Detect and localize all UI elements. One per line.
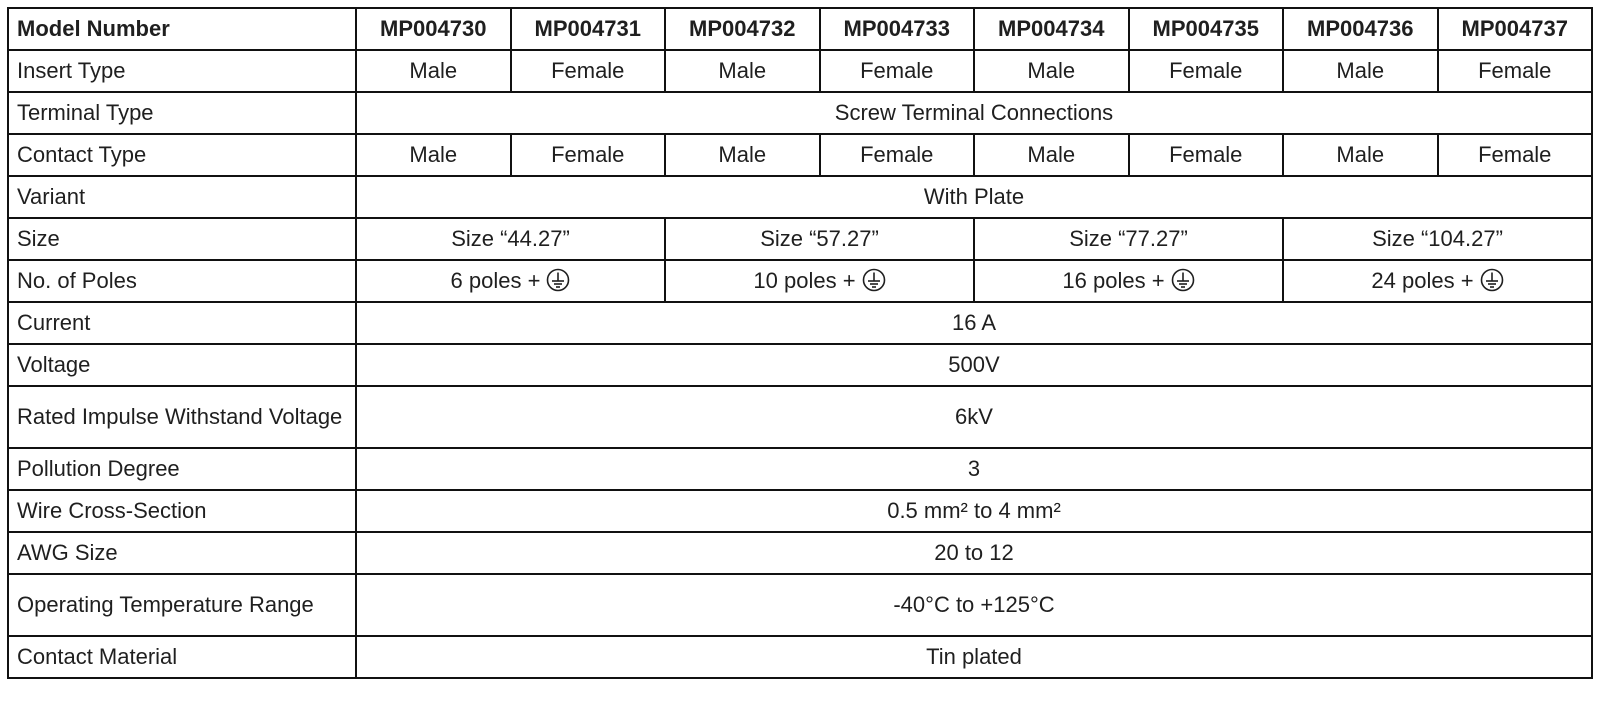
voltage-row [8,344,1592,386]
model-number: MP004736 [1283,8,1438,50]
size-value: Size “44.27” [356,218,665,260]
contact-type-value: Male [356,134,511,176]
model-number: MP004737 [1438,8,1593,50]
contact-type-value: Female [1438,134,1593,176]
row-label: No. of Poles [8,260,356,302]
row-label: Size [8,218,356,260]
contact-type-value: Female [820,134,975,176]
row-label: Contact Material [8,636,356,678]
wire-value: 0.5 mm² to 4 mm² [356,490,1592,532]
ground-symbol-icon [1171,268,1195,292]
model-number: MP004730 [356,8,511,50]
material-row [8,636,1592,678]
size-value: Size “104.27” [1283,218,1592,260]
insert-type-value: Female [820,50,975,92]
poles-value [974,260,1283,302]
poles-value [1283,260,1592,302]
voltage-value: 500V [356,344,1592,386]
header-row [8,8,1592,50]
poles-text: 10 poles + [753,267,856,293]
insert-type-row [8,50,1592,92]
poles-value [665,260,974,302]
row-label: Variant [8,176,356,218]
ground-symbol-icon [1480,268,1504,292]
row-label: Rated Impulse Withstand Voltage [8,386,356,448]
ground-symbol-icon [546,268,570,292]
row-label: Contact Type [8,134,356,176]
contact-type-value: Female [1129,134,1284,176]
model-number: MP004732 [665,8,820,50]
spec-table [7,7,1593,679]
temperature-row [8,574,1592,636]
contact-type-value: Male [974,134,1129,176]
row-label: Wire Cross-Section [8,490,356,532]
terminal-type-row [8,92,1592,134]
insert-type-value: Male [356,50,511,92]
impulse-row [8,386,1592,448]
size-value: Size “57.27” [665,218,974,260]
row-label: Insert Type [8,50,356,92]
poles-text: 16 poles + [1062,267,1165,293]
current-value: 16 A [356,302,1592,344]
impulse-value: 6kV [356,386,1592,448]
current-row [8,302,1592,344]
pollution-row [8,448,1592,490]
contact-type-value: Male [665,134,820,176]
row-label: Pollution Degree [8,448,356,490]
contact-type-row [8,134,1592,176]
insert-type-value: Female [511,50,666,92]
row-label: Operating Temperature Range [8,574,356,636]
row-label: AWG Size [8,532,356,574]
awg-value: 20 to 12 [356,532,1592,574]
pollution-value: 3 [356,448,1592,490]
ground-symbol-icon [862,268,886,292]
wire-row [8,490,1592,532]
insert-type-value: Female [1129,50,1284,92]
row-label: Voltage [8,344,356,386]
material-value: Tin plated [356,636,1592,678]
header-label: Model Number [8,8,356,50]
row-label: Current [8,302,356,344]
contact-type-value: Male [1283,134,1438,176]
contact-type-value: Female [511,134,666,176]
awg-row [8,532,1592,574]
poles-text: 6 poles + [450,267,541,293]
model-number: MP004731 [511,8,666,50]
insert-type-value: Female [1438,50,1593,92]
temperature-value: -40°C to +125°C [356,574,1592,636]
size-value: Size “77.27” [974,218,1283,260]
row-label: Terminal Type [8,92,356,134]
poles-value [356,260,665,302]
insert-type-value: Male [974,50,1129,92]
size-row [8,218,1592,260]
variant-row [8,176,1592,218]
model-number: MP004734 [974,8,1129,50]
variant-value: With Plate [356,176,1592,218]
insert-type-value: Male [1283,50,1438,92]
model-number: MP004733 [820,8,975,50]
terminal-type-value: Screw Terminal Connections [356,92,1592,134]
model-number: MP004735 [1129,8,1284,50]
insert-type-value: Male [665,50,820,92]
poles-text: 24 poles + [1371,267,1474,293]
poles-row [8,260,1592,302]
